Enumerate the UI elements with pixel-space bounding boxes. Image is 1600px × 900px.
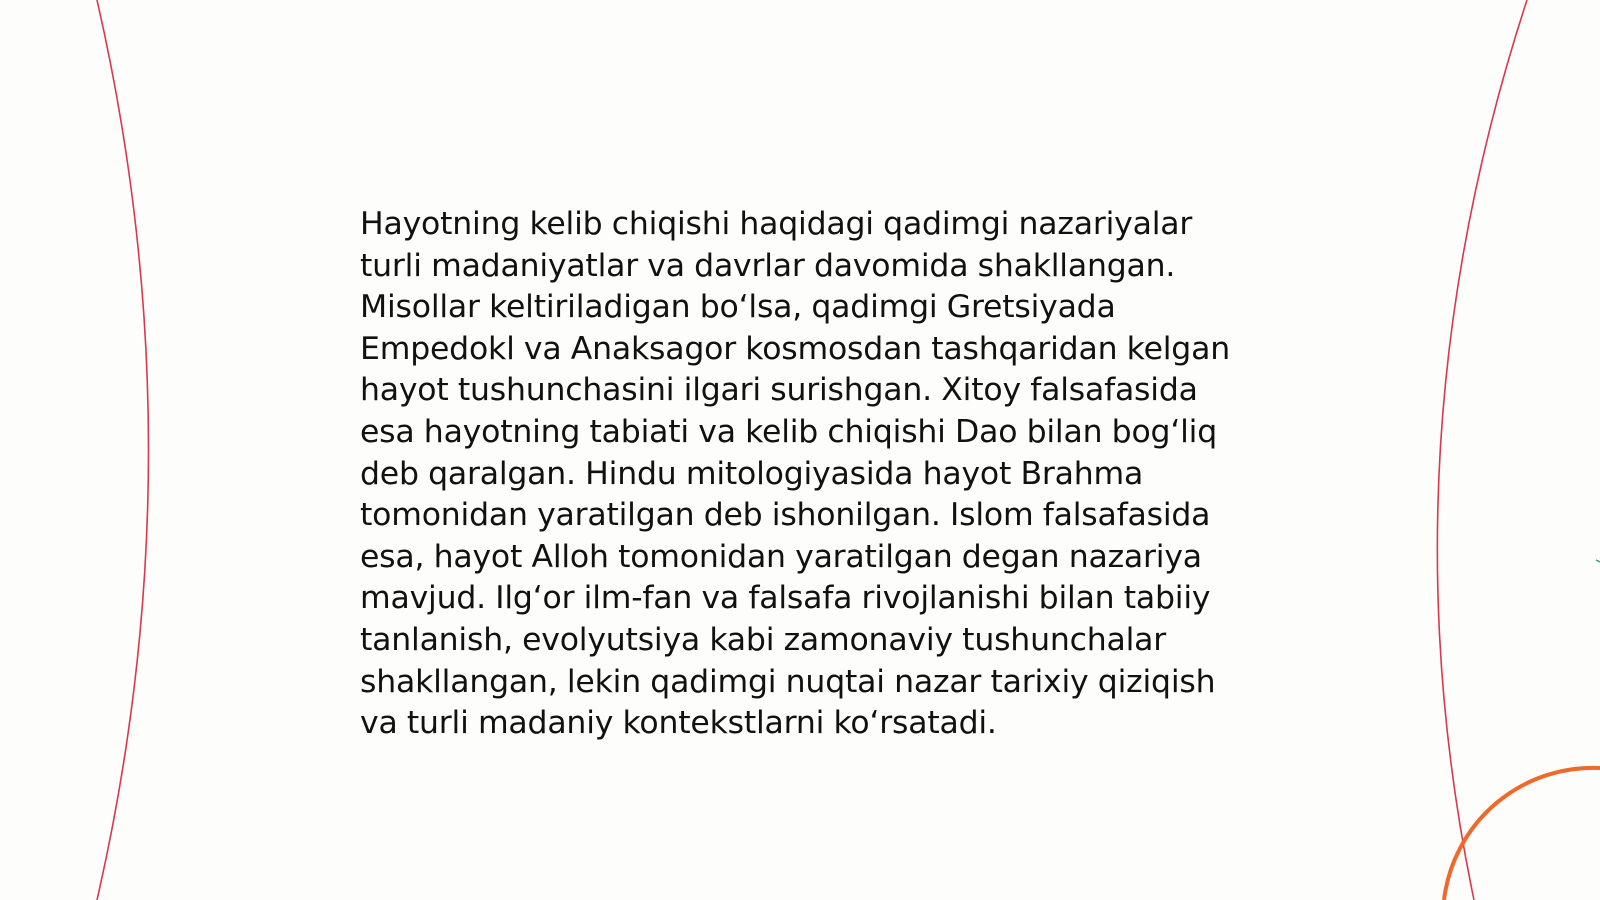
body-paragraph: Hayotning kelib chiqishi haqidagi qadimgi nazariyalar turli madaniyatlar va davrlar davomida shakllangan. Misollar keltiriladigan bo‘lsa, qadimgi Gretsiyada Empedokl va Anaksagor kosmosdan tashqaridan kelgan hayot tushunchasini ilgari surishgan. Xitoy falsafasida esa hayotning tabiati va kelib chiqishi Dao bilan bog‘liq deb qaralgan. Hindu mitologiyasida hayot Brahma tomonidan yaratilgan deb ishonilgan. Islom falsafasida esa, hayot Alloh tomonidan yaratilgan degan nazariya mavjud. Ilg‘or ilm-fan va falsafa rivojlanishi bilan tabiiy tanlanish, evolyutsiya kabi zamonaviy tushunchalar shakllangan, lekin qadimgi nuqtai nazar tarixiy qiziqish va turli madaniy kontekstlarni ko‘rsatadi. — [360, 206, 1230, 742]
right-edge-mark — [1596, 560, 1600, 562]
bottom-right-arc — [1444, 768, 1600, 900]
right-curve-line — [1437, 0, 1527, 900]
left-curve-line — [97, 0, 149, 900]
